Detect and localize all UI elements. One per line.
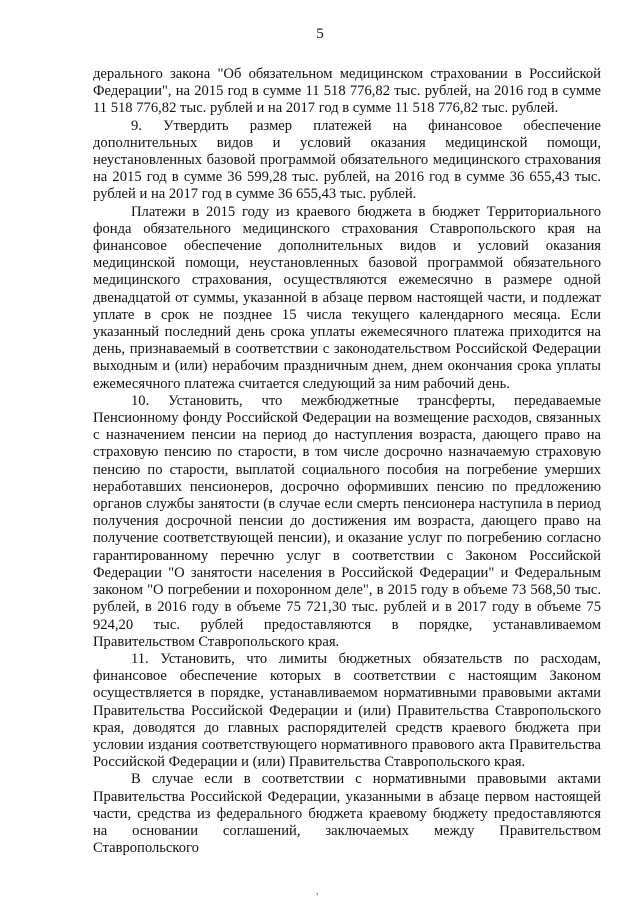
document-body bbox=[93, 66, 601, 857]
scan-mark: , bbox=[316, 886, 319, 897]
paragraph-item-9: 9. Утвердить размер платежей на финансовое обеспечение дополнительных видов и условий оказания медицинской помощи, неустановленных базовой программой обязательного медицинского страхования на 2015 год в сумме 36 599,28 тыс. рублей, на 2016 год в сумме 36 655,43 тыс. рублей и на 2017 год в сумме 36 655,43 тыс. рублей. bbox=[93, 117, 601, 203]
page-number: 5 bbox=[316, 26, 324, 42]
paragraph-item-10: 10. Установить, что межбюджетные трансферты, передаваемые Пенсионному фонду Российской Федерации на возмещение расходов, связанных с назначением пенсии на период до наступления возраста, дающего право на страховую пенсию по старости, в том числе досрочно назначаемую страховую пенсию по старости, выплатой социального пособия на погребение умерших неработавших пенсионеров, досрочно оформивших пенсию по предложению органов службы занятости (в случае если смерть пенсионера наступила в период получения досрочной пенсии до достижения им возраста, дающего право на получение соответствующей пенсии), и оказание услуг по погребению согласно гарантированному перечню услуг в соответствии с Законом Российской Федерации "О занятости населения в Российской Федерации" и Федеральным законом "О погребении и похоронном деле", в 2015 году в объеме 73 568,50 тыс. рублей, в 2016 году в объеме 75 721,30 тыс. рублей и в 2017 году в объеме 75 924,20 тыс. рублей предоставляются в порядке, устанавливаемом Правительством Ставропольского края. bbox=[93, 392, 601, 650]
paragraph-continuation: дерального закона "Об обязательном медицинском страховании в Российской Федерации", на 2015 год в сумме 11 518 776,82 тыс. рублей, на 2016 год в сумме 11 518 776,82 тыс. рублей и на 2017 год в сумме 11 518 776,82 тыс. рублей. bbox=[93, 66, 601, 117]
paragraph-item-11: 11. Установить, что лимиты бюджетных обязательств по расходам, финансовое обеспечение которых в соответствии с настоящим Законом осуществляется в порядке, устанавливаемом нормативными правовыми актами Правительства Российской Федерации и (или) Правительства Ставропольского края, доводятся до главных распорядителей средств краевого бюджета при условии издания соответствующего нормативного правового акта Правительства Российской Федерации и (или) Правительства Ставропольского края. bbox=[93, 650, 601, 771]
paragraph-payments-2015: Платежи в 2015 году из краевого бюджета в бюджет Территориального фонда обязательного медицинского страхования Ставропольского края на финансовое обеспечение дополнительных видов и условий оказания медицинской помощи, неустановленных базовой программой обязательного медицинского страхования, осуществляются ежемесячно в размере одной двенадцатой от суммы, указанной в абзаце первом настоящей части, и подлежат уплате в срок не позднее 15 числа текущего календарного месяца. Если указанный последний день срока уплаты ежемесячного платежа приходится на день, признаваемый в соответствии с законодательством Российской Федерации выходным и (или) нерабочим праздничным днем, днем окончания срока уплаты ежемесячного платежа считается следующий за ним рабочий день. bbox=[93, 203, 601, 392]
paragraph-federal-funds: В случае если в соответствии с нормативными правовыми актами Правительства Российской Федерации, указанными в абзаце первом настоящей части, средства из федерального бюджета краевому бюджету предоставляются на основании соглашений, заключаемых между Правительством Ставропольского bbox=[93, 771, 601, 857]
